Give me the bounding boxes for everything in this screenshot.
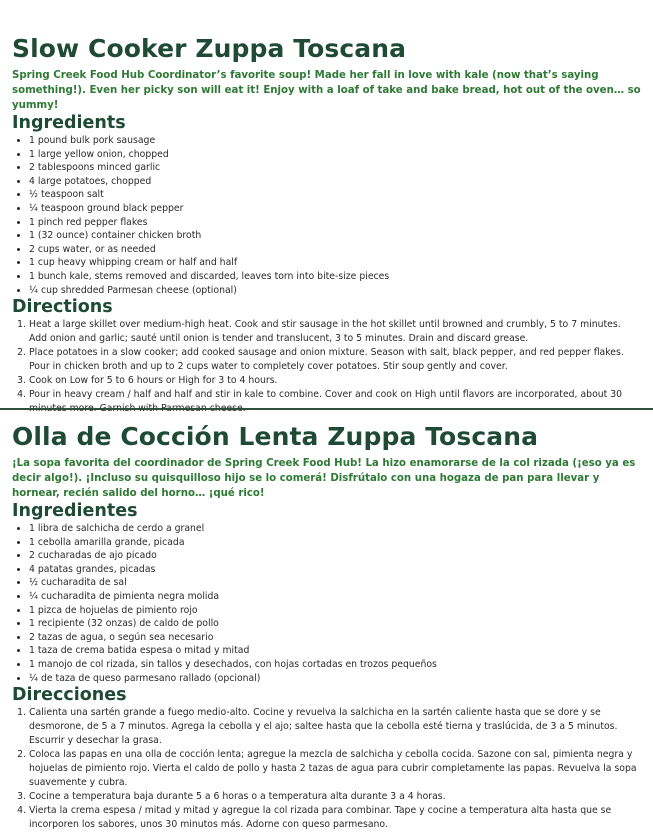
english-recipe xyxy=(0,30,653,416)
ingredient-item: • 1 cebolla amarilla grande, picada xyxy=(29,536,653,550)
direction-step: 1. Calienta una sartén grande a fuego medio-alto. Cocine y revuelva la salchicha en la sartén caliente hasta que se dore y se desmorone, de 5 a 7 minutos. Agrega la cebolla y el ajo; saltee hasta que la cebolla esté tierna y traslúcida, de 3 a 5 minutos. Escurrir y desechar la grasa. xyxy=(29,706,641,748)
direction-step: 3. Cocine a temperatura baja durante 5 a 6 horas o a temperatura alta durante 3 a 4 horas. xyxy=(29,790,641,804)
direction-step: 3. Cook on Low for 5 to 6 hours or High for 3 to 4 hours. xyxy=(29,374,641,388)
ingredient-item: • 1 libra de salchicha de cerdo a granel xyxy=(29,522,653,536)
ingredient-item: • 1 bunch kale, stems removed and discarded, leaves torn into bite-size pieces xyxy=(29,270,653,284)
directions-heading: Direcciones xyxy=(12,685,127,706)
ingredient-item: • 1 large yellow onion, chopped xyxy=(29,148,653,162)
ingredient-item: • ¼ teaspoon ground black pepper xyxy=(29,202,653,216)
ingredients-list xyxy=(0,522,653,685)
direction-step: 4. Pour in heavy cream / half and half and stir in kale to combine. Cover and cook on High until flavors are incorporated, about 30 xyxy=(29,388,641,416)
ingredient-item: • ¼ cucharadita de pimienta negra molida xyxy=(29,590,653,604)
ingredient-item: • 4 large potatoes, chopped xyxy=(29,175,653,189)
directions-heading: Directions xyxy=(12,297,113,318)
ingredient-item: • 1 taza de crema batida espesa o mitad y mitad xyxy=(29,644,653,658)
ingredient-item: • 1 (32 ounce) container chicken broth xyxy=(29,229,653,243)
section-divider xyxy=(0,408,653,410)
recipe-intro: Spring Creek Food Hub Coordinator’s favorite soup! Made her fall in love with kale (now that’s saying something!). Even her picky son will eat it! Enjoy with a loaf of take and bake bread, hot out of the oven… so yummy! xyxy=(12,70,641,111)
ingredient-item: • 1 cup heavy whipping cream or half and half xyxy=(29,256,653,270)
directions-list xyxy=(0,318,653,416)
spanish-recipe xyxy=(0,418,653,832)
ingredient-item: • ½ teaspoon salt xyxy=(29,188,653,202)
ingredients-list xyxy=(0,134,653,297)
ingredient-item: • 1 pound bulk pork sausage xyxy=(29,134,653,148)
direction-step: 2. Coloca las papas en una olla de cocción lenta; agregue la mezcla de salchicha y cebolla cocida. Sazone con sal, pimienta negra y hojuelas de pimiento rojo. Vierta el caldo de pollo y hasta 2 tazas de agua para cubrir completamente las papas. Revuelva la sopa suavemente y cubra. xyxy=(29,748,641,790)
ingredients-heading: Ingredients xyxy=(12,113,126,133)
ingredient-item: • 1 pizca de hojuelas de pimiento rojo xyxy=(29,604,653,618)
direction-step: 2. Place potatoes in a slow cooker; add cooked sausage and onion mixture. Season with salt, black pepper, and red pepper flakes. Pour in chicken broth and up to 2 cups water to completely cover potatoes. Stir soup gently and cover. xyxy=(29,346,641,374)
ingredient-item: • 1 recipiente (32 onzas) de caldo de pollo xyxy=(29,617,653,631)
ingredient-item: • 1 pinch red pepper flakes xyxy=(29,216,653,230)
direction-step: 1. Heat a large skillet over medium-high heat. Cook and stir sausage in the hot skillet until browned and crumbly, 5 to 7 minutes. Add onion and garlic; sauté until onion is tender and translucent, 3 to 5 minutes. Drain and discard grease. xyxy=(29,318,641,346)
ingredient-item: • 4 patatas grandes, picadas xyxy=(29,563,653,577)
ingredient-item: • 2 tazas de agua, o según sea necesario xyxy=(29,631,653,645)
recipe-title: Slow Cooker Zuppa Toscana xyxy=(12,34,407,63)
recipe-title: Olla de Cocción Lenta Zuppa Toscana xyxy=(12,422,539,451)
recipe-intro: ¡La sopa favorita del coordinador de Spring Creek Food Hub! La hizo enamorarse de la col rizada (¡eso ya es decir algo!). ¡Incluso su quisquilloso hijo se lo comerá! Disfrútalo con una hogaza de pan para llevar y hornear, recién salido del horno… ¡qué rico! xyxy=(12,458,636,499)
ingredient-item: • 2 cucharadas de ajo picado xyxy=(29,549,653,563)
ingredients-heading: Ingredientes xyxy=(12,501,138,521)
directions-list xyxy=(0,706,653,832)
ingredient-item: • 2 cups water, or as needed xyxy=(29,243,653,257)
direction-step: 4. Vierta la crema espesa / mitad y mitad y agregue la col rizada para combinar. Tape y cocine a temperatura alta hasta que se incorporen los sabores, unos 30 minutos más. Adorne con queso parmesano. xyxy=(29,804,641,832)
ingredient-item: • ¼ de taza de queso parmesano rallado (opcional) xyxy=(29,672,653,686)
ingredient-item: • ¼ cup shredded Parmesan cheese (optional) xyxy=(29,284,653,298)
ingredient-item: • ½ cucharadita de sal xyxy=(29,576,653,590)
ingredient-item: • 2 tablespoons minced garlic xyxy=(29,161,653,175)
ingredient-item: • 1 manojo de col rizada, sin tallos y desechados, con hojas cortadas en trozos pequeños xyxy=(29,658,653,672)
